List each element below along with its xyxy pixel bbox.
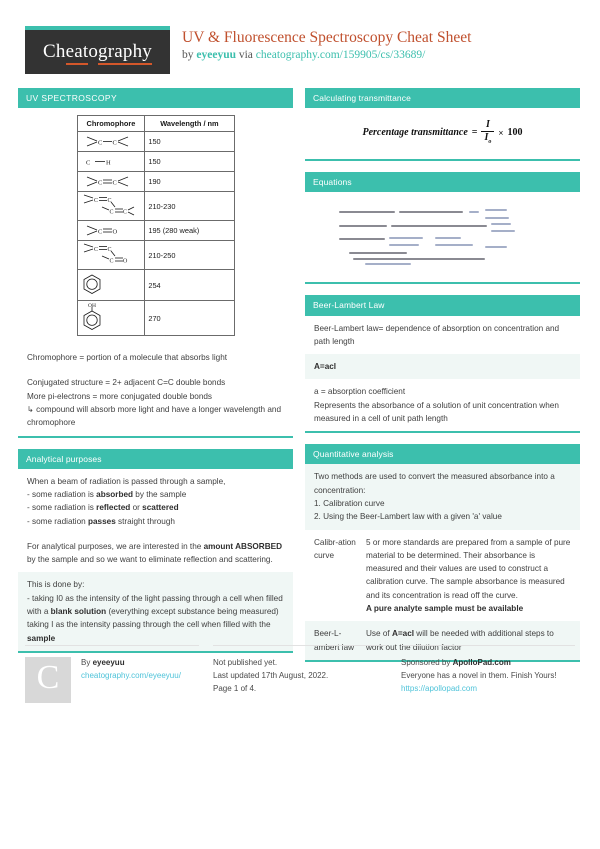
row-line: More pi-electrons = more conjugated double bonds bbox=[27, 391, 213, 401]
byline bbox=[182, 49, 471, 61]
wavelength-value: 190 bbox=[145, 172, 234, 192]
structure-c-c-single bbox=[77, 132, 145, 152]
content-row bbox=[18, 370, 293, 435]
wavelength-value: 210-230 bbox=[145, 192, 234, 221]
structure-enone bbox=[77, 241, 145, 270]
table-row bbox=[77, 221, 234, 241]
structure-carbonyl bbox=[77, 221, 145, 241]
footer-author-text bbox=[81, 657, 181, 703]
block-body bbox=[18, 469, 293, 651]
formula-factor: 100 bbox=[507, 127, 523, 139]
wavelength-value: 195 (280 weak) bbox=[145, 221, 234, 241]
block-heading: Quantitative analysis bbox=[305, 444, 580, 464]
right-column bbox=[305, 88, 580, 673]
table-row bbox=[77, 301, 234, 336]
percentage-transmittance-formula-figure bbox=[305, 108, 580, 159]
block-analytical-purposes bbox=[18, 449, 293, 653]
table-row bbox=[77, 270, 234, 301]
svg-text:C: C bbox=[93, 247, 98, 254]
table-row bbox=[77, 192, 234, 221]
block-heading: Analytical purposes bbox=[18, 449, 293, 469]
block-equations bbox=[305, 172, 580, 284]
by-label: by bbox=[182, 49, 197, 62]
cheatography-logo[interactable] bbox=[25, 26, 170, 74]
footer-author-link[interactable]: cheatography.com/eyeeyuu/ bbox=[81, 670, 181, 680]
svg-text:C: C bbox=[112, 139, 117, 147]
row-line: Chromophore = portion of a molecule that absorbs light bbox=[27, 353, 228, 363]
svg-text:C: C bbox=[93, 198, 98, 205]
left-column bbox=[18, 88, 293, 673]
content-row bbox=[305, 379, 580, 431]
svg-text:C: C bbox=[97, 179, 102, 187]
sponsor-name: ApolloPad.com bbox=[452, 658, 511, 667]
content-row bbox=[18, 469, 293, 534]
formula-fraction bbox=[481, 120, 494, 145]
structure-c-double-c bbox=[77, 172, 145, 192]
svg-text:O: O bbox=[122, 258, 127, 265]
content-row bbox=[305, 354, 580, 379]
structure-phenol bbox=[77, 301, 145, 336]
wavelength-value: 150 bbox=[145, 132, 234, 152]
structure-c-h bbox=[77, 152, 145, 172]
svg-text:O: O bbox=[112, 228, 117, 236]
content-row bbox=[18, 534, 293, 573]
row-line: Represents the absorbance of a solution of unit concentration when measured in a cell of unit path length bbox=[314, 400, 559, 423]
row-line: - some radiation passes straight through bbox=[27, 516, 175, 526]
page-header bbox=[0, 0, 600, 60]
page-title: UV & Fluorescence Spectroscopy Cheat Sheet bbox=[182, 29, 472, 46]
row-line: This is done by: bbox=[27, 580, 85, 590]
row-line: taking I as the intensity passing through the cell when filled with the sample bbox=[27, 620, 271, 643]
formula-times: × bbox=[498, 127, 504, 138]
fraction-denominator bbox=[481, 131, 494, 145]
wavelength-value: 210-250 bbox=[145, 241, 234, 270]
row-line: - some radiation is absorbed by the sample bbox=[27, 490, 187, 500]
footer-sponsor-text bbox=[401, 657, 557, 703]
author-link[interactable]: eyeeyuu bbox=[196, 49, 236, 62]
row-line: - taking I0 as the intensity of the light passing through a cell when filled with a blank solution (everything except substance being measured) bbox=[27, 593, 283, 617]
denominator-subscript: o bbox=[488, 139, 492, 146]
block-calculating-transmittance bbox=[305, 88, 580, 161]
footer-publish-text bbox=[213, 657, 328, 703]
footer-sponsor-cell bbox=[401, 645, 575, 703]
block-uv-spectroscopy bbox=[18, 88, 293, 438]
svg-text:C: C bbox=[85, 159, 90, 167]
definition-description: 5 or more standards are prepared from a sample of pure material to be determined. Their absorbance is measured and their values are used to construct a calibration curve. The sample absorbance is measured and its concentration is read off the curve. A pure analyte sample must be available bbox=[366, 537, 571, 613]
block-heading: UV SPECTROSCOPY bbox=[18, 88, 293, 108]
sponsor-url-row bbox=[401, 683, 557, 696]
source-url-link[interactable]: cheatography.com/159905/cs/33689/ bbox=[255, 49, 426, 62]
svg-text:C: C bbox=[107, 198, 112, 205]
row-line: When a beam of radiation is passed through a sample, bbox=[27, 476, 226, 486]
formula-label: Percentage transmittance bbox=[362, 127, 468, 139]
sponsor-link[interactable]: https://apollopad.com bbox=[401, 683, 478, 693]
table-row bbox=[77, 132, 234, 152]
definition-term: Calibr-ation curve bbox=[314, 537, 356, 560]
row-line: Two methods are used to convert the measured absorbance into a concentration: bbox=[314, 472, 555, 495]
sponsor-line bbox=[401, 657, 557, 670]
handwritten-equations-notes-figure bbox=[305, 192, 580, 282]
row-line: a = absorption coefficient bbox=[314, 387, 406, 397]
column-header-wavelength: Wavelength / nm bbox=[145, 116, 234, 132]
footer-logo-letter: C bbox=[36, 659, 60, 696]
chromophore-table bbox=[77, 115, 235, 336]
row-line: - some radiation is reflected or scattered bbox=[27, 503, 179, 513]
footer-publish-cell bbox=[213, 645, 387, 703]
row-line: 1. Calibration curve bbox=[314, 499, 385, 508]
svg-text:C: C bbox=[109, 209, 114, 216]
footer-logo-wrap bbox=[25, 657, 81, 703]
table-row bbox=[77, 172, 234, 192]
row-line: Beer-Lambert law= dependence of absorption on concentration and path length bbox=[314, 323, 560, 346]
content-row bbox=[305, 464, 580, 529]
footer-by-label: By bbox=[81, 658, 93, 667]
svg-text:C: C bbox=[112, 179, 117, 187]
footer-author-cell bbox=[25, 645, 199, 703]
page-info: Page 1 of 4. bbox=[213, 683, 257, 693]
denominator-symbol: I bbox=[484, 132, 489, 144]
footer-byline bbox=[81, 657, 181, 670]
wavelength-value: 150 bbox=[145, 152, 234, 172]
row-line: ↳ compound will absorb more light and have a longer wavelength and chromophore bbox=[27, 405, 282, 428]
row-line: For analytical purposes, we are interested in the amount ABSORBED by the sample and so we want to eliminate reflection and scattering. bbox=[27, 541, 282, 565]
content-row bbox=[18, 345, 293, 370]
svg-text:C: C bbox=[122, 209, 127, 216]
block-body bbox=[305, 108, 580, 159]
logo-accent-bar bbox=[25, 26, 170, 30]
definition-term: Beer-L-ambert law bbox=[314, 629, 355, 652]
block-body bbox=[305, 464, 580, 659]
header-text bbox=[170, 26, 471, 61]
structure-conjugated-diene bbox=[77, 192, 145, 221]
wavelength-value: 254 bbox=[145, 270, 234, 301]
content-row bbox=[305, 316, 580, 355]
svg-text:OH: OH bbox=[87, 303, 96, 310]
svg-text:C: C bbox=[97, 139, 102, 147]
content-row bbox=[18, 572, 293, 650]
definition-row bbox=[305, 530, 580, 622]
sponsor-label: Sponsored by bbox=[401, 658, 453, 667]
block-body bbox=[18, 108, 293, 435]
row-line: A=acl bbox=[314, 362, 337, 372]
sponsor-tagline: Everyone has a novel in them. Finish Yours! bbox=[401, 670, 557, 680]
row-line: Conjugated structure = 2+ adjacent C=C double bonds bbox=[27, 378, 226, 388]
svg-text:C: C bbox=[107, 247, 112, 254]
svg-text:C: C bbox=[97, 228, 102, 236]
block-beer-lambert-law bbox=[305, 295, 580, 433]
table-row bbox=[77, 241, 234, 270]
publish-status: Not published yet. bbox=[213, 658, 278, 667]
last-updated: Last updated 17th August, 2022. bbox=[213, 670, 329, 680]
logo-wordmark: Cheatography bbox=[43, 41, 152, 63]
svg-text:H: H bbox=[105, 159, 111, 167]
handwritten-notes-image bbox=[335, 204, 550, 266]
chromophore-wavelength-table-figure bbox=[18, 108, 293, 345]
block-heading: Beer-Lambert Law bbox=[305, 295, 580, 315]
block-quantitative-analysis bbox=[305, 444, 580, 662]
column-header-chromophore: Chromophore bbox=[77, 116, 145, 132]
content-columns bbox=[0, 88, 600, 673]
table-row bbox=[77, 152, 234, 172]
block-heading: Calculating transmittance bbox=[305, 88, 580, 108]
wavelength-value: 270 bbox=[145, 301, 234, 336]
page-footer bbox=[0, 645, 600, 703]
block-body bbox=[305, 192, 580, 282]
footer-author-name: eyeeyuu bbox=[92, 658, 125, 667]
block-heading: Equations bbox=[305, 172, 580, 192]
block-body bbox=[305, 316, 580, 432]
structure-benzene bbox=[77, 270, 145, 301]
footer-author-url-row bbox=[81, 670, 181, 683]
fraction-numerator: I bbox=[485, 119, 490, 131]
svg-text:C: C bbox=[109, 258, 114, 265]
formula-expression bbox=[362, 120, 522, 145]
footer-logo bbox=[25, 657, 71, 703]
definition-description: Use of A=acl will be needed with additional steps to work out the dilution factor bbox=[366, 629, 554, 652]
row-line: 2. Using the Beer-Lambert law with a given 'a' value bbox=[314, 512, 502, 522]
formula-equals: = bbox=[471, 127, 478, 139]
via-label: via bbox=[235, 49, 256, 62]
table-header-row bbox=[77, 116, 234, 132]
